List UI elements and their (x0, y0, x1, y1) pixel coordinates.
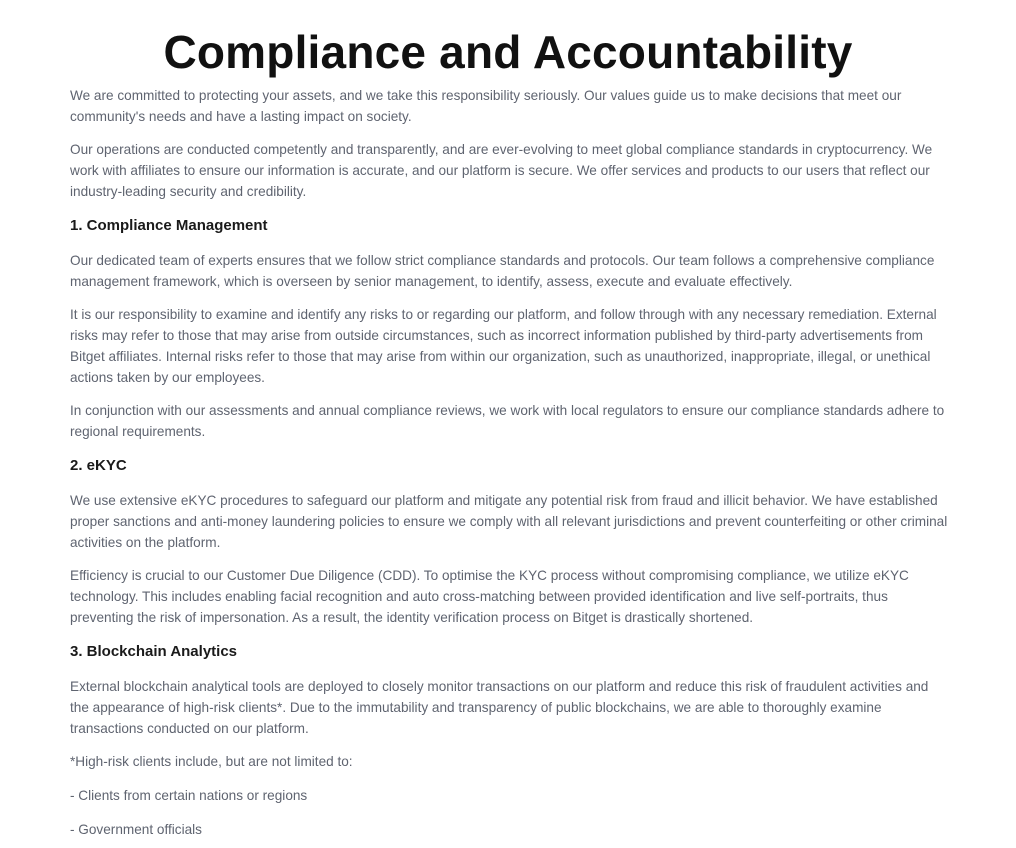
section-paragraph: It is our responsibility to examine and identify any risks to or regarding our platform, and follow through with any necessary remediation. External risks may refer to those that may arise from outside circumstances, such as incorrect information published by third-party advertisements from Bitget affiliates. Internal risks refer to those that may arise from within our organization, such as unauthorized, inappropriate, illegal, or unethical actions taken by our employees. (70, 307, 937, 385)
section-paragraph: External blockchain analytical tools are deployed to closely monitor transactions on our platform and reduce this risk of fraudulent activities and the appearance of high-risk clients*. Due to the immutability and transparency of public blockchains, we are able to thoroughly examine transactions conducted on our platform. (70, 679, 929, 736)
section-paragraph: We use extensive eKYC procedures to safeguard our platform and mitigate any potential risk from fraud and illicit behavior. We have established proper sanctions and anti-money laundering policies to ensure we comply with all relevant jurisdictions and prevent counterfeiting or other criminal activities on the platform. (70, 493, 948, 550)
page-title: Compliance and Accountability (163, 26, 853, 78)
section-heading-compliance-management: 1. Compliance Management (70, 217, 268, 234)
section-heading-blockchain-analytics: 3. Blockchain Analytics (70, 643, 238, 660)
section-paragraph: In conjunction with our assessments and annual compliance reviews, we work with local regulators to ensure our compliance standards adhere to regional requirements. (70, 403, 945, 439)
intro-paragraph: Our operations are conducted competently and transparently, and are ever-evolving to meet global compliance standards in cryptocurrency. We work with affiliates to ensure our information is accurate, and our platform is secure. We offer services and products to our users that reflect our industry-leading security and credibility. (70, 142, 933, 199)
list-item: - Clients from certain nations or regions (70, 788, 308, 803)
section-heading-ekyc: 2. eKYC (70, 457, 127, 474)
content-body (0, 85, 1016, 840)
section-paragraph: *High-risk clients include, but are not limited to: (70, 754, 353, 769)
section-paragraph: Efficiency is crucial to our Customer Due Diligence (CDD). To optimise the KYC process without compromising compliance, we utilize eKYC technology. This includes enabling facial recognition and auto cross-matching between provided identification and live self-portraits, thus preventing the risk of impersonation. As a result, the identity verification process on Bitget is drastically shortened. (70, 568, 909, 625)
section-paragraph: Our dedicated team of experts ensures that we follow strict compliance standards and protocols. Our team follows a comprehensive compliance management framework, which is overseen by senior management, to identify, assess, execute and evaluate effectively. (70, 253, 935, 289)
list-item: - Government officials (70, 822, 202, 837)
intro-paragraph: We are committed to protecting your assets, and we take this responsibility seriously. Our values guide us to make decisions that meet our community's needs and have a lasting impact on society. (70, 88, 902, 124)
